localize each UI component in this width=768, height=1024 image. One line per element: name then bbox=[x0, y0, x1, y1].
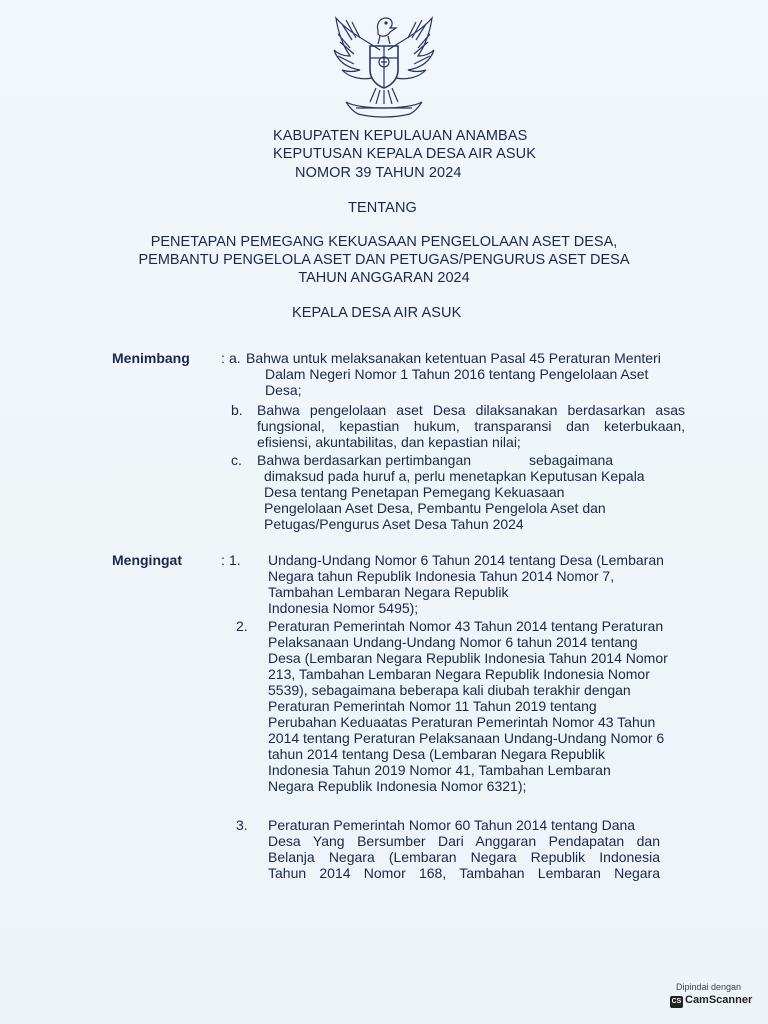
mengingat-1-line: Negara tahun Republik Indonesia Tahun 2014 Nomor 7, bbox=[268, 568, 615, 584]
mengingat-1-line: Tambahan Lembaran Negara Republik bbox=[268, 584, 509, 600]
menimbang-label: Menimbang bbox=[112, 350, 190, 366]
menimbang-a-line: Bahwa untuk melaksanakan ketentuan Pasal 45 Peraturan Menteri bbox=[246, 350, 661, 366]
mengingat-1-line: Undang-Undang Nomor 6 Tahun 2014 tentang Desa (Lembaran bbox=[268, 552, 664, 568]
menimbang-c-marker: c. bbox=[231, 452, 242, 468]
menimbang-c-line: Pengelolaan Aset Desa, Pembantu Pengelola Aset dan bbox=[264, 500, 606, 516]
mengingat-2-line: 2014 tentang Peraturan Pelaksanaan Undang-Undang Nomor 6 bbox=[268, 730, 665, 746]
menimbang-a-line: Dalam Negeri Nomor 1 Tahun 2016 tentang Pengelolaan Aset bbox=[265, 366, 649, 382]
mengingat-3-marker: 3. bbox=[236, 817, 248, 833]
decree-title: KEPUTUSAN KEPALA DESA AIR ASUK bbox=[273, 146, 537, 162]
subject-line-3: TAHUN ANGGARAN 2024 bbox=[298, 270, 470, 286]
menimbang-colon: : bbox=[221, 350, 225, 366]
mengingat-colon: : bbox=[221, 552, 225, 568]
garuda-emblem bbox=[330, 10, 438, 122]
mengingat-2-line: Perubahan Keduaatas Peraturan Pemerintah Nomor 43 Tahun bbox=[268, 714, 656, 730]
mengingat-label: Mengingat bbox=[112, 552, 182, 568]
menimbang-c-line: dimaksud pada huruf a, perlu menetapkan Keputusan Kepala bbox=[264, 468, 645, 484]
menimbang-b-marker: b. bbox=[231, 402, 243, 418]
mengingat-2-line: 5539), sebagaimana beberapa kali diubah terakhir dengan bbox=[268, 682, 631, 698]
mengingat-1-marker: 1. bbox=[229, 552, 241, 568]
menimbang-a-marker: a. bbox=[229, 350, 241, 366]
mengingat-1-line: Indonesia Nomor 5495); bbox=[268, 600, 419, 616]
menimbang-c-line: Petugas/Pengurus Aset Desa Tahun 2024 bbox=[264, 516, 524, 532]
subject-line-2: PEMBANTU PENGELOLA ASET DAN PETUGAS/PENGURUS ASET DESA bbox=[138, 252, 630, 268]
menimbang-b-line: fungsional, kepastian hukum, transparansi dan keterbukaan, bbox=[257, 418, 685, 434]
menimbang-b-line: Bahwa pengelolaan aset Desa dilaksanakan berdasarkan asas bbox=[257, 402, 685, 418]
mengingat-2-line: Peraturan Pemerintah Nomor 11 Tahun 2019 tentang bbox=[268, 698, 597, 714]
regency-name: KABUPATEN KEPULAUAN ANAMBAS bbox=[273, 128, 528, 144]
mengingat-2-line: Desa (Lembaran Negara Republik Indonesia Tahun 2014 Nomor bbox=[268, 650, 668, 666]
menimbang-a-line: Desa; bbox=[265, 382, 302, 398]
mengingat-2-line: 213, Tambahan Lembaran Negara Republik Indonesia Nomor bbox=[268, 666, 650, 682]
watermark-caption: Dipindai dengan bbox=[676, 982, 742, 992]
mengingat-2-line: tahun 2014 tentang Desa (Lembaran Negara Republik bbox=[268, 746, 606, 762]
mengingat-2-marker: 2. bbox=[236, 618, 248, 634]
official-heading: KEPALA DESA AIR ASUK bbox=[292, 305, 462, 321]
menimbang-b-line: efisiensi, akuntabilitas, dan kepastian nilai; bbox=[257, 434, 521, 450]
mengingat-2-line: Indonesia Tahun 2019 Nomor 41, Tambahan Lembaran bbox=[268, 762, 611, 778]
subject-line-1: PENETAPAN PEMEGANG KEKUASAAN PENGELOLAAN ASET DESA, bbox=[150, 234, 618, 250]
menimbang-c-line: sebagaimana bbox=[529, 452, 614, 468]
mengingat-2-line: Negara Republik Indonesia Nomor 6321); bbox=[268, 778, 527, 794]
mengingat-2-line: Pelaksanaan Undang-Undang Nomor 6 tahun 2014 tentang bbox=[268, 634, 638, 650]
camscanner-logo-icon: CS bbox=[670, 996, 683, 1008]
mengingat-3-line: Peraturan Pemerintah Nomor 60 Tahun 2014 tentang Dana bbox=[268, 817, 636, 833]
mengingat-3-line: Belanja Negara (Lembaran Negara Republik Indonesia bbox=[268, 849, 660, 865]
camscanner-watermark bbox=[668, 982, 760, 1012]
tentang-heading: TENTANG bbox=[348, 200, 417, 216]
watermark-brand: CamScanner bbox=[685, 994, 753, 1006]
mengingat-3-line: Tahun 2014 Nomor 168, Tambahan Lembaran Negara bbox=[268, 865, 660, 881]
mengingat-3-line: Desa Yang Bersumber Dari Anggaran Pendapatan dan bbox=[268, 833, 660, 849]
menimbang-c-line: Desa tentang Penetapan Pemegang Kekuasaan bbox=[264, 484, 565, 500]
menimbang-c-line: Bahwa berdasarkan pertimbangan bbox=[257, 452, 472, 468]
decree-number: NOMOR 39 TAHUN 2024 bbox=[295, 165, 462, 181]
mengingat-2-line: Peraturan Pemerintah Nomor 43 Tahun 2014 tentang Peraturan bbox=[268, 618, 664, 634]
